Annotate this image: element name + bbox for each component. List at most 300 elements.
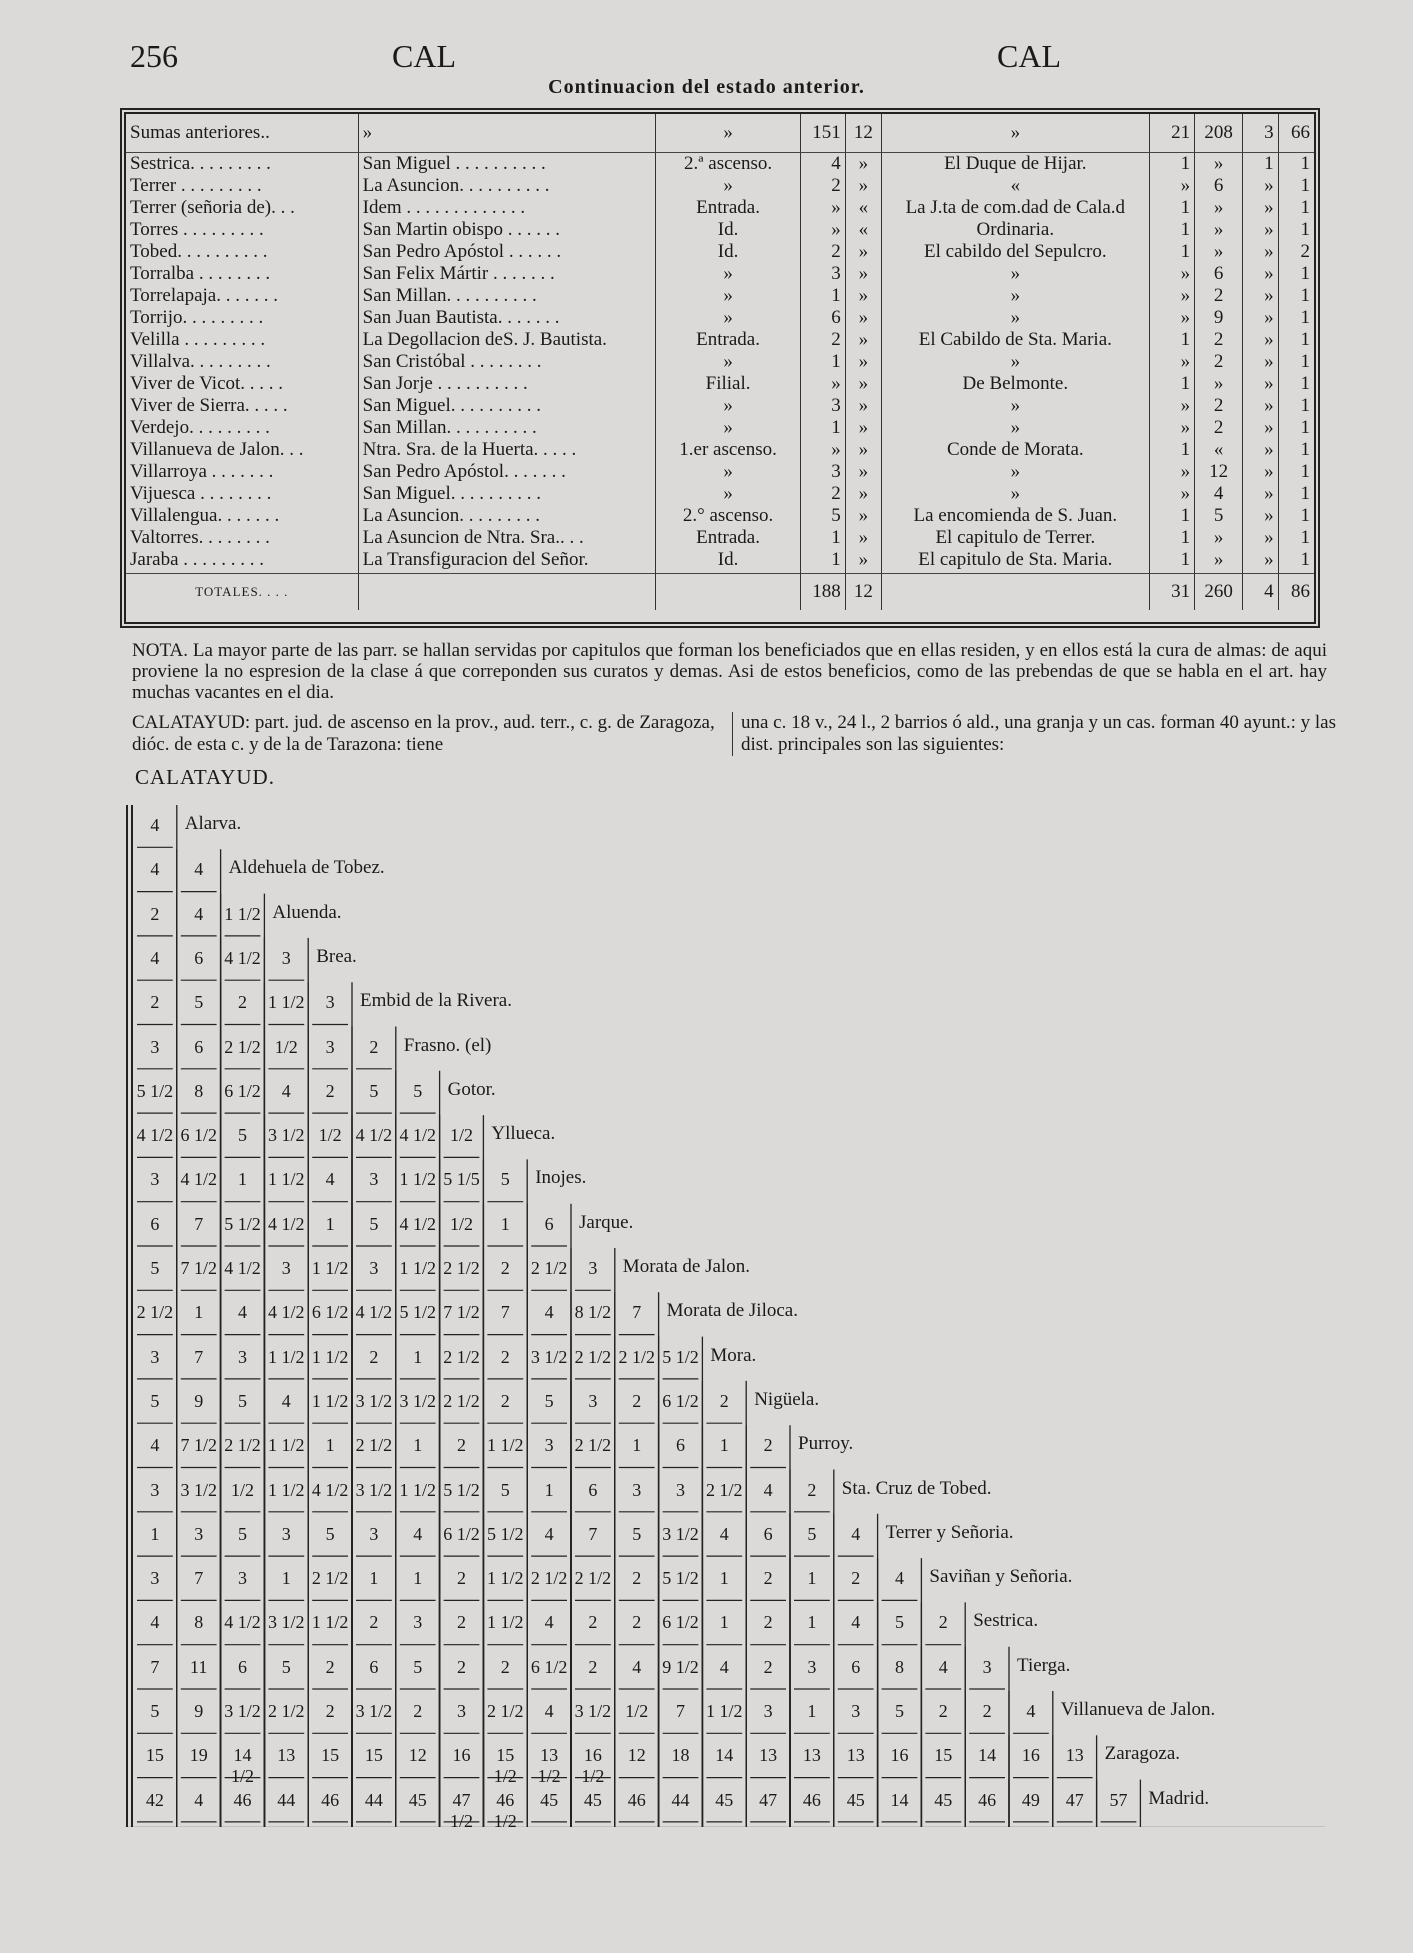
- distance-cell: 16: [1021, 1745, 1040, 1766]
- distance-cell: 6: [675, 1435, 685, 1456]
- distance-cell: 46: [627, 1789, 646, 1810]
- table-cell: »: [1243, 461, 1279, 483]
- table-cell: »: [1243, 395, 1279, 417]
- place-name: Nigüela.: [754, 1388, 820, 1410]
- distance-cell: 1/2: [449, 1125, 473, 1146]
- distance-table: [125, 805, 1325, 1831]
- distance-cell: 4 1/2: [268, 1302, 305, 1323]
- distance-cell: 1: [413, 1568, 423, 1589]
- distance-cell: 1 1/2: [399, 1258, 436, 1278]
- distance-cell: 5 1/2: [662, 1346, 699, 1367]
- distance-cell: 5: [369, 1080, 379, 1101]
- table-cell: »: [801, 197, 845, 219]
- distance-cell: 1 1/2: [268, 1479, 305, 1500]
- distance-cell: 14: [890, 1789, 909, 1810]
- table-cell: »: [1243, 417, 1279, 439]
- table-cell: 1: [1278, 197, 1314, 219]
- table-cell: El Cabildo de Sta. Maria.: [882, 329, 1150, 351]
- distance-cell: 3: [325, 1036, 335, 1057]
- table-cell: 1: [1278, 307, 1314, 329]
- distance-cell: 4: [150, 947, 160, 968]
- distance-cell: 3: [150, 1169, 160, 1190]
- place-name: Morata de Jalon.: [622, 1256, 750, 1277]
- table-cell: »: [1243, 307, 1279, 329]
- table-cell: 12: [1195, 461, 1243, 483]
- distance-cell: 4: [150, 1612, 160, 1633]
- table-row: [126, 461, 1314, 483]
- table-cell: San Millan. . . . . . . . . .: [358, 285, 655, 307]
- distance-cell: 4: [544, 1701, 554, 1721]
- distance-cell: 2: [763, 1435, 773, 1456]
- distance-cell: 1: [632, 1435, 642, 1456]
- table-cell: Viver de Vicot. . . . .: [130, 373, 284, 394]
- distance-cell: 6 1/2: [224, 1080, 261, 1101]
- table-cell: 12: [845, 114, 881, 153]
- distance-cell: 1: [807, 1612, 817, 1633]
- table-cell: Torres . . . . . . . . .: [130, 219, 264, 240]
- distance-cell: 3: [369, 1169, 379, 1190]
- distance-cell: 7: [150, 1656, 160, 1677]
- table-cell: »: [882, 395, 1150, 417]
- place-name: Purroy.: [798, 1433, 854, 1455]
- distance-cell: 3 1/2: [355, 1701, 393, 1721]
- distance-cell: 2 1/2: [574, 1346, 612, 1367]
- distance-cell: 46: [233, 1789, 252, 1810]
- distance-cell: 2: [763, 1612, 773, 1633]
- table-cell: »: [1243, 351, 1279, 373]
- distance-cell: 4: [237, 1302, 247, 1323]
- table-row: [126, 505, 1314, 527]
- distance-cell: 47 1/2: [449, 1789, 473, 1831]
- place-name: Gotor.: [447, 1078, 496, 1100]
- distance-cell: 1: [194, 1302, 204, 1323]
- table-cell: 2.° ascenso.: [655, 505, 801, 527]
- table-cell: »: [1195, 197, 1243, 219]
- distance-cell: 1/2: [274, 1036, 298, 1057]
- distance-cell: 8: [194, 1612, 204, 1633]
- distance-cell: 4: [719, 1523, 729, 1544]
- distance-cell: 4: [763, 1479, 773, 1500]
- table-cell: »: [845, 307, 881, 329]
- distance-cell: 5: [194, 992, 204, 1013]
- distance-cell: 6: [851, 1656, 861, 1677]
- distance-cell: 7: [194, 1346, 204, 1367]
- table-row: [126, 329, 1314, 351]
- table-cell: Entrada.: [655, 197, 801, 219]
- table-cell: »: [845, 483, 881, 505]
- distance-cell: 2: [719, 1390, 729, 1411]
- table-cell: Torrijo. . . . . . . . .: [130, 307, 264, 328]
- distance-cell: 2: [500, 1390, 510, 1411]
- distance-cell: 5: [325, 1523, 335, 1544]
- table-cell: 1: [801, 527, 845, 549]
- distance-cell: 16: [890, 1745, 909, 1766]
- distance-cell: 1 1/2: [311, 1390, 349, 1411]
- table-cell: La Asuncion. . . . . . . . .: [358, 505, 655, 527]
- table-cell: Entrada.: [655, 329, 801, 351]
- distance-cell: 3: [369, 1523, 379, 1544]
- distance-cell: 44: [277, 1789, 296, 1810]
- distance-cell: 5: [544, 1390, 554, 1411]
- distance-cell: 5: [413, 1656, 423, 1677]
- table-cell: 2: [1195, 395, 1243, 417]
- distance-cell: 3: [325, 992, 335, 1013]
- distance-cell: 2: [500, 1258, 510, 1278]
- distance-cell: 1: [413, 1346, 423, 1367]
- distance-cell: 6 1/2: [662, 1390, 699, 1411]
- distance-cell: 3: [281, 1258, 291, 1278]
- distance-table-head: CALATAYUD.: [135, 765, 275, 789]
- table-cell: »: [845, 549, 881, 571]
- distance-cell: 2 1/2: [443, 1258, 480, 1278]
- table-cell: 5: [801, 505, 845, 527]
- distance-cell: 3 1/2: [530, 1346, 568, 1367]
- distance-cell: 2: [413, 1701, 423, 1721]
- table-cell: La Asuncion. . . . . . . . . .: [358, 175, 655, 197]
- distance-cell: 14: [715, 1745, 734, 1766]
- distance-cell: 4: [544, 1523, 554, 1544]
- table-cell: San Cristóbal . . . . . . . .: [358, 351, 655, 373]
- distance-cell: 3: [588, 1390, 598, 1411]
- table-cell: [882, 574, 1150, 611]
- distance-cell: 2: [150, 903, 160, 924]
- place-name: Jarque.: [579, 1211, 634, 1233]
- table-row: [126, 197, 1314, 219]
- distance-cell: 16: [452, 1745, 471, 1766]
- distance-cell: 2: [456, 1656, 466, 1677]
- distance-cell: 1: [369, 1568, 379, 1589]
- table-cell: 3: [1243, 114, 1279, 153]
- table-cell: »: [655, 461, 801, 483]
- place-name: Aluenda.: [272, 901, 342, 923]
- distance-cell: 2 1/2: [706, 1479, 743, 1500]
- table-row: [126, 483, 1314, 505]
- table-cell: »: [1195, 549, 1243, 571]
- table-cell: Villanueva de Jalon. . .: [130, 439, 304, 460]
- table-cell: »: [1243, 505, 1279, 527]
- page-number: 256: [130, 38, 178, 74]
- table-cell: »: [845, 395, 881, 417]
- distance-cell: 9 1/2: [662, 1656, 699, 1677]
- table-cell: Torrelapaja. . . . . . .: [130, 285, 278, 306]
- distance-cell: 2 1/2: [574, 1568, 612, 1589]
- distance-cell: 12: [627, 1745, 646, 1766]
- nota-paragraph: NOTA. La mayor parte de las parr. se hallan servidas por capitulos que forman los beneficiados que en ellas residen, y en ellos está la cura de almas: de aqui proviene la no espresion de la clase á que correponden sus curatos y demas. Asi de estos beneficios, como de las prebendas de que se habla en el art. hay muchas vacantes en el dia.: [132, 640, 1327, 703]
- table-cell: 21: [1149, 114, 1194, 153]
- distance-cell: 45: [846, 1789, 865, 1810]
- table-cell: »: [1243, 527, 1279, 549]
- distance-cell: 5 1/5: [443, 1169, 480, 1190]
- distance-cell: 2 1/2: [574, 1435, 612, 1456]
- table-cell: 2: [801, 483, 845, 505]
- distance-cell: 14: [978, 1745, 997, 1766]
- table-cell: «: [845, 197, 881, 219]
- table-cell: Id.: [655, 219, 801, 241]
- place-name: Brea.: [316, 945, 357, 967]
- table-cell: 66: [1278, 114, 1314, 153]
- distance-cell: 6: [194, 947, 204, 968]
- table-cell: San Felix Mártir . . . . . . .: [358, 263, 655, 285]
- distance-cell: 11: [190, 1656, 208, 1677]
- table-cell: 151: [801, 114, 845, 153]
- distance-cell: 4 1/2: [224, 947, 261, 968]
- table-cell: 260: [1195, 574, 1243, 611]
- table-cell: »: [655, 307, 801, 329]
- table-cell: El Duque de Hijar.: [882, 153, 1150, 176]
- parish-table-grid: [126, 114, 1314, 610]
- table-cell: Velilla . . . . . . . . .: [130, 329, 266, 350]
- distance-cell: 2: [632, 1568, 642, 1589]
- table-cell: »: [1149, 307, 1194, 329]
- table-row: [126, 263, 1314, 285]
- table-cell: »: [1149, 263, 1194, 285]
- table-cell: »: [358, 114, 655, 153]
- table-cell: »: [882, 483, 1150, 505]
- distance-cell: 6 1/2: [530, 1656, 568, 1677]
- distance-cell: 4: [851, 1612, 861, 1633]
- distance-cell: 7: [675, 1701, 685, 1721]
- table-cell: Vijuesca . . . . . . . .: [130, 483, 272, 504]
- table-cell: 1: [1149, 241, 1194, 263]
- distance-cell: 4: [194, 859, 204, 880]
- table-cell: San Pedro Apóstol . . . . . .: [358, 241, 655, 263]
- distance-cell: 4 1/2: [355, 1125, 393, 1146]
- distance-cell: 5 1/2: [399, 1302, 436, 1323]
- distance-cell: 1 1/2: [268, 1435, 305, 1456]
- distance-cell: 2: [456, 1612, 466, 1633]
- distance-cell: 3: [982, 1656, 992, 1677]
- table-cell: 1: [1278, 373, 1314, 395]
- distance-cell: 15 1/2: [493, 1745, 517, 1787]
- distance-cell: 4 1/2: [224, 1612, 261, 1633]
- distance-cell: 7: [194, 1213, 204, 1234]
- distance-cell: 1 1/2: [311, 1346, 349, 1367]
- table-cell: »: [655, 395, 801, 417]
- table-cell: Sestrica. . . . . . . . .: [130, 153, 271, 174]
- table-cell: »: [1243, 263, 1279, 285]
- distance-cell: 4: [281, 1390, 291, 1411]
- table-cell: De Belmonte.: [882, 373, 1150, 395]
- table-cell: 9: [1195, 307, 1243, 329]
- table-cell: »: [1243, 549, 1279, 571]
- table-cell: Valtorres. . . . . . . .: [130, 527, 270, 548]
- table-cell: 6: [801, 307, 845, 329]
- distance-cell: 3: [237, 1346, 247, 1367]
- table-row: [126, 439, 1314, 461]
- table-cell: 1: [1278, 263, 1314, 285]
- table-cell: 208: [1195, 114, 1243, 153]
- distance-cell: 13: [1065, 1745, 1084, 1766]
- distance-cell: 3 1/2: [224, 1701, 261, 1721]
- table-cell: 1: [1149, 153, 1194, 176]
- table-cell: »: [655, 351, 801, 373]
- table-cell: 1: [1278, 351, 1314, 373]
- distance-cell: 1: [807, 1701, 817, 1721]
- distance-cell: 45: [715, 1789, 734, 1810]
- table-cell: »: [882, 461, 1150, 483]
- table-cell: »: [845, 461, 881, 483]
- distance-cell: 5: [237, 1390, 247, 1411]
- table-cell: »: [1195, 241, 1243, 263]
- place-name: Aldehuela de Tobez.: [228, 857, 385, 879]
- distance-cell: 46: [978, 1789, 997, 1810]
- distance-cell: 5: [500, 1479, 510, 1500]
- table-cell: »: [1149, 351, 1194, 373]
- distance-cell: 2 1/2: [224, 1435, 261, 1456]
- table-cell: »: [882, 263, 1150, 285]
- table-cell: 1: [1278, 527, 1314, 549]
- distance-cell: 5: [237, 1125, 247, 1146]
- distance-cell: 5: [281, 1656, 291, 1677]
- table-cell: 1: [1278, 461, 1314, 483]
- table-cell: »: [655, 263, 801, 285]
- table-cell: »: [1243, 197, 1279, 219]
- table-cell: »: [845, 153, 881, 176]
- table-cell: La Transfiguracion del Señor.: [358, 549, 655, 571]
- distance-cell: 1: [719, 1612, 729, 1633]
- distance-cell: 3: [763, 1701, 773, 1721]
- distance-cell: 2 1/2: [487, 1701, 524, 1721]
- distance-cell: 1/2: [449, 1213, 473, 1234]
- table-row: [126, 175, 1314, 197]
- table-cell: 2: [1278, 241, 1314, 263]
- table-cell: 12: [845, 574, 881, 611]
- table-cell: 2: [1195, 417, 1243, 439]
- table-cell: 2: [801, 329, 845, 351]
- table-cell: La Degollacion deS. J. Bautista.: [358, 329, 655, 351]
- distance-cell: 7 1/2: [443, 1302, 480, 1323]
- distance-cell: 3: [544, 1435, 554, 1456]
- table-cell: 5: [1195, 505, 1243, 527]
- distance-cell: 9: [194, 1701, 204, 1721]
- distance-cell: 6: [588, 1479, 598, 1500]
- distance-cell: 5: [807, 1523, 817, 1544]
- distance-cell: 2 1/2: [618, 1346, 655, 1367]
- table-cell: 3: [801, 461, 845, 483]
- distance-cell: 5: [632, 1523, 642, 1544]
- table-cell: TOTALES. . . .: [126, 574, 358, 611]
- distance-cell: 3 1/2: [574, 1701, 612, 1721]
- distance-cell: 2 1/2: [530, 1258, 568, 1278]
- place-name: Villanueva de Jalon.: [1060, 1699, 1216, 1720]
- place-name: Mora.: [710, 1344, 757, 1366]
- distance-cell: 2 1/2: [224, 1036, 261, 1057]
- distance-cell: 1 1/2: [311, 1258, 349, 1278]
- distance-cell: 4: [194, 903, 204, 924]
- table-cell: San Millan. . . . . . . . . .: [358, 417, 655, 439]
- distance-cell: 3 1/2: [268, 1612, 305, 1633]
- table-cell: 1: [1278, 285, 1314, 307]
- table-cell: »: [655, 285, 801, 307]
- distance-cell: 4: [1026, 1701, 1036, 1721]
- distance-cell: 7 1/2: [180, 1435, 217, 1456]
- distance-cell: 13: [846, 1745, 865, 1766]
- table-row: [126, 351, 1314, 373]
- table-cell: »: [845, 439, 881, 461]
- distance-cell: 3 1/2: [399, 1390, 436, 1411]
- table-row: [126, 395, 1314, 417]
- distance-cell: 2: [982, 1701, 992, 1721]
- table-cell: 6: [1195, 263, 1243, 285]
- distance-cell: 2: [500, 1656, 510, 1677]
- table-cell: »: [1243, 219, 1279, 241]
- table-cell: 2: [1195, 329, 1243, 351]
- distance-cell: 2: [237, 992, 247, 1013]
- distance-cell: 1 1/2: [268, 1169, 305, 1190]
- distance-cell: 2: [763, 1656, 773, 1677]
- distance-cell: 1 1/2: [487, 1612, 524, 1633]
- table-cell: »: [1243, 285, 1279, 307]
- distance-cell: 1: [237, 1169, 247, 1190]
- distance-cell: 7 1/2: [180, 1258, 217, 1278]
- distance-cell: 5 1/2: [487, 1523, 524, 1544]
- distance-cell: 45: [408, 1789, 427, 1810]
- distance-cell: 4: [150, 815, 160, 835]
- table-row: [126, 307, 1314, 329]
- distance-cell: 2: [369, 1612, 379, 1633]
- table-row: [126, 219, 1314, 241]
- distance-cell: 3: [807, 1656, 817, 1677]
- distance-cell: 6: [763, 1523, 773, 1544]
- table-cell: 1: [801, 285, 845, 307]
- distance-cell: 4 1/2: [268, 1213, 305, 1234]
- distance-cell: 1: [325, 1213, 335, 1234]
- distance-cell: 44: [671, 1789, 690, 1810]
- table-cell: »: [845, 527, 881, 549]
- place-name: Frasno. (el): [403, 1034, 492, 1056]
- distance-cell: 47: [759, 1789, 778, 1810]
- table-cell: Villarroya . . . . . . .: [130, 461, 274, 482]
- distance-cell: 4: [413, 1523, 423, 1544]
- distance-cell: 3: [369, 1258, 379, 1278]
- table-cell: 31: [1149, 574, 1194, 611]
- table-cell: »: [845, 329, 881, 351]
- distance-cell: 1 1/2: [487, 1435, 524, 1456]
- table-cell: Jaraba . . . . . . . . .: [130, 549, 265, 570]
- table-cell: 4: [1195, 483, 1243, 505]
- place-name: Tierga.: [1017, 1654, 1071, 1676]
- distance-cell: 4: [150, 859, 160, 880]
- distance-cell: 13: [759, 1745, 778, 1766]
- distance-cell: 2 1/2: [443, 1390, 480, 1411]
- table-cell: »: [845, 351, 881, 373]
- distance-cell: 1: [413, 1435, 423, 1456]
- table-cell: »: [882, 114, 1150, 153]
- distance-cell: 8: [194, 1080, 204, 1101]
- distance-cell: 5: [500, 1169, 510, 1190]
- table-cell: 1: [801, 351, 845, 373]
- table-cell: 86: [1278, 574, 1314, 611]
- distance-cell: 4: [150, 1435, 160, 1456]
- place-name: Inojes.: [535, 1167, 587, 1189]
- table-cell: Verdejo. . . . . . . . .: [130, 417, 270, 438]
- distance-cell: 5 1/2: [136, 1080, 174, 1101]
- distance-cell: 3: [588, 1258, 598, 1278]
- distance-cell: 2: [588, 1612, 598, 1633]
- place-name: Sta. Cruz de Tobed.: [841, 1477, 992, 1499]
- distance-cell: 3: [456, 1701, 466, 1721]
- distance-cell: 13: [802, 1745, 821, 1766]
- table-cell: 2: [801, 175, 845, 197]
- table-cell: Conde de Morata.: [882, 439, 1150, 461]
- distance-cell: 44: [364, 1789, 383, 1810]
- table-cell: El cabildo del Sepulcro.: [882, 241, 1150, 263]
- table-cell: »: [1243, 329, 1279, 351]
- table-cell: 1: [1278, 329, 1314, 351]
- table-cell: 1: [1149, 549, 1194, 571]
- distance-cell: 4: [544, 1612, 554, 1633]
- distance-cell: 5: [150, 1390, 160, 1411]
